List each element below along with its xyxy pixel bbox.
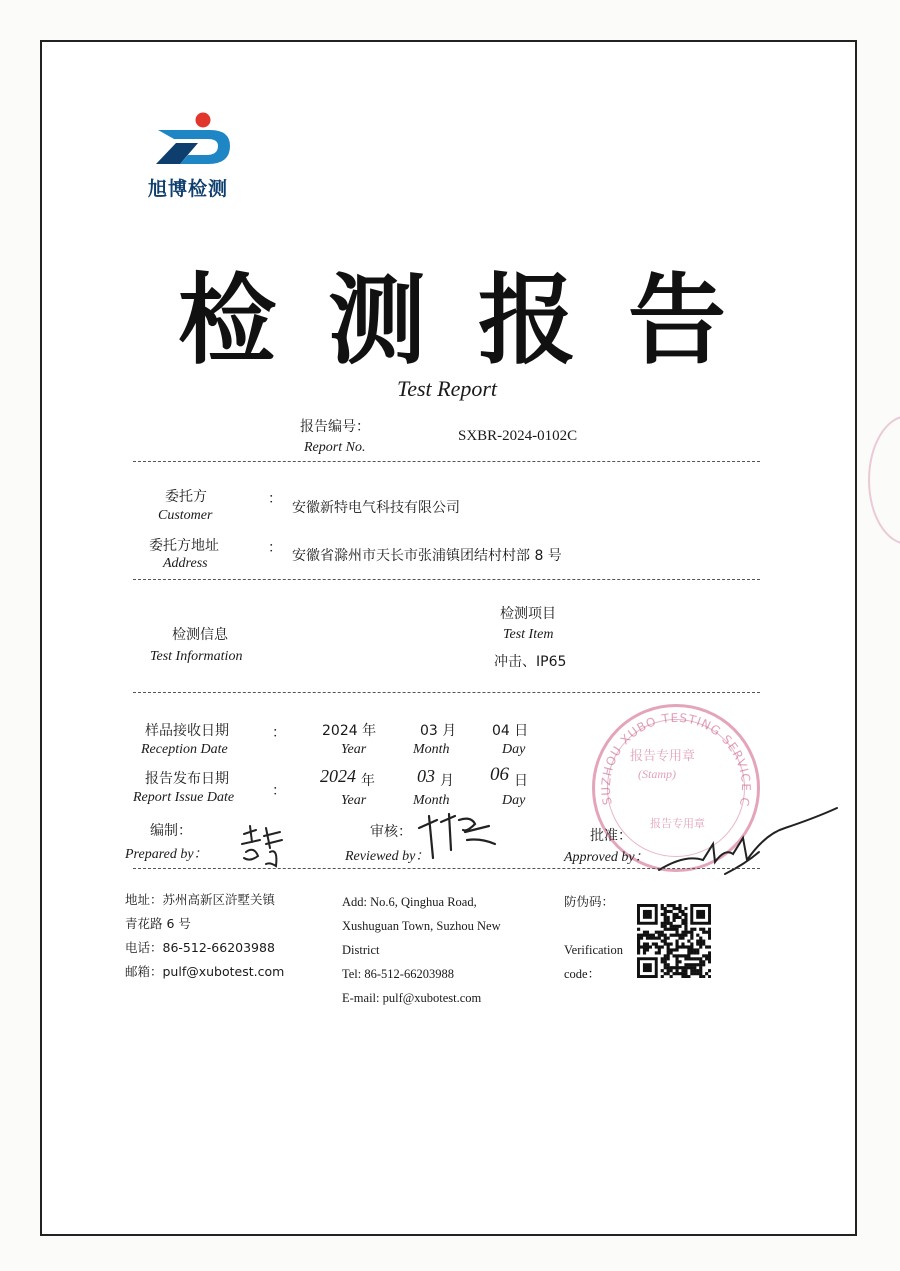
prepared-label-cn: 编制： <box>150 823 192 839</box>
approved-signature <box>655 804 840 888</box>
issue-year-handwritten: 2024 <box>320 766 356 786</box>
issue-day-en: Day <box>502 793 526 808</box>
footer-cn-line: 电话：86-512-66203988 <box>125 940 275 955</box>
issue-label-cn: 报告发布日期 <box>145 771 229 787</box>
reviewed-signature <box>415 810 500 869</box>
reception-label-en: Reception Date <box>141 742 228 757</box>
address-label-cn: 委托方地址 <box>149 538 219 554</box>
footer-en-line: Add: No.6, Qinghua Road, <box>342 895 477 909</box>
issue-year-en: Year <box>341 793 367 808</box>
stamp-center-cn: 报告专用章 <box>630 749 696 764</box>
anti-fake-label: 防伪码： <box>564 894 615 909</box>
company-logo-text: 旭博检测 <box>148 178 229 200</box>
stamp-bottom-cn: 报告专用章 <box>650 817 705 830</box>
report-no-label-en: Report No. <box>304 440 366 455</box>
approved-label-en: Approved by： <box>564 850 649 865</box>
reception-year: 2024 年 <box>322 723 377 739</box>
divider <box>133 692 760 693</box>
approved-label-cn: 批准： <box>590 828 632 844</box>
customer-label-en: Customer <box>158 508 213 523</box>
customer-label-cn: 委托方 <box>165 489 207 505</box>
verification-label: code： <box>564 967 601 981</box>
customer-colon: ： <box>268 491 282 507</box>
page-title-en: Test Report <box>397 376 498 401</box>
issue-month-handwritten: 03 <box>417 766 435 786</box>
side-stamp-fragment <box>868 415 900 545</box>
reception-day: 04 日 <box>492 723 529 739</box>
report-frame <box>40 40 857 1236</box>
reviewed-label-cn: 审核： <box>370 824 412 840</box>
customer-value: 安徽新特电气科技有限公司 <box>292 500 460 516</box>
prepared-label-en: Prepared by： <box>125 847 208 862</box>
footer-cn-line: 邮箱：pulf@xubotest.com <box>125 964 285 979</box>
issue-month-en: Month <box>413 793 450 808</box>
footer-en-line: Tel: 86-512-66203988 <box>342 967 454 981</box>
test-item-label-en: Test Item <box>503 627 554 642</box>
reception-label-cn: 样品接收日期 <box>145 723 229 739</box>
test-info-label-en: Test Information <box>150 649 243 664</box>
footer-cn-line: 地址：苏州高新区浒墅关镇 <box>125 892 276 907</box>
reception-year-en: Year <box>341 742 367 757</box>
address-label-en: Address <box>163 556 208 571</box>
footer-en-line: E-mail: pulf@xubotest.com <box>342 991 482 1005</box>
issue-day-unit: 日 <box>514 773 528 789</box>
footer-en-line: District <box>342 943 380 957</box>
issue-day-handwritten: 06 <box>490 764 509 785</box>
footer-en-line: Xushuguan Town, Suzhou New <box>342 919 501 933</box>
divider <box>133 579 760 580</box>
test-item-label-cn: 检测项目 <box>500 606 556 622</box>
reception-day-en: Day <box>502 742 526 757</box>
report-no-value: SXBR-2024-0102C <box>458 428 578 444</box>
divider <box>133 461 760 462</box>
report-no-label-cn: 报告编号： <box>300 419 370 435</box>
company-logo-icon <box>150 108 240 168</box>
issue-colon: ： <box>272 783 286 799</box>
verification-label: Verification <box>564 943 624 957</box>
issue-label-en: Report Issue Date <box>133 790 235 805</box>
address-colon: ： <box>268 540 282 556</box>
reviewed-label-en: Reviewed by： <box>345 849 430 864</box>
issue-month-unit: 月 <box>440 773 454 789</box>
test-info-label-cn: 检测信息 <box>172 627 228 643</box>
stamp-center-en: (Stamp) <box>638 767 676 781</box>
reception-month-en: Month <box>413 742 450 757</box>
reception-colon: ： <box>272 725 286 741</box>
test-item-value: 冲击、IP65 <box>494 654 567 670</box>
page-title-cn: 检测报告 <box>178 263 779 378</box>
qr-code-icon[interactable] <box>637 904 711 978</box>
address-value: 安徽省滁州市天长市张浦镇团结村村部 8 号 <box>292 548 562 564</box>
issue-year-unit: 年 <box>361 773 375 789</box>
divider <box>133 868 760 869</box>
footer-cn-line: 青花路 6 号 <box>125 916 191 931</box>
reception-month: 03 月 <box>420 723 457 739</box>
stamp-ring-text-path: SUZHOU XUBO TESTING SERVICE C <box>598 710 754 809</box>
